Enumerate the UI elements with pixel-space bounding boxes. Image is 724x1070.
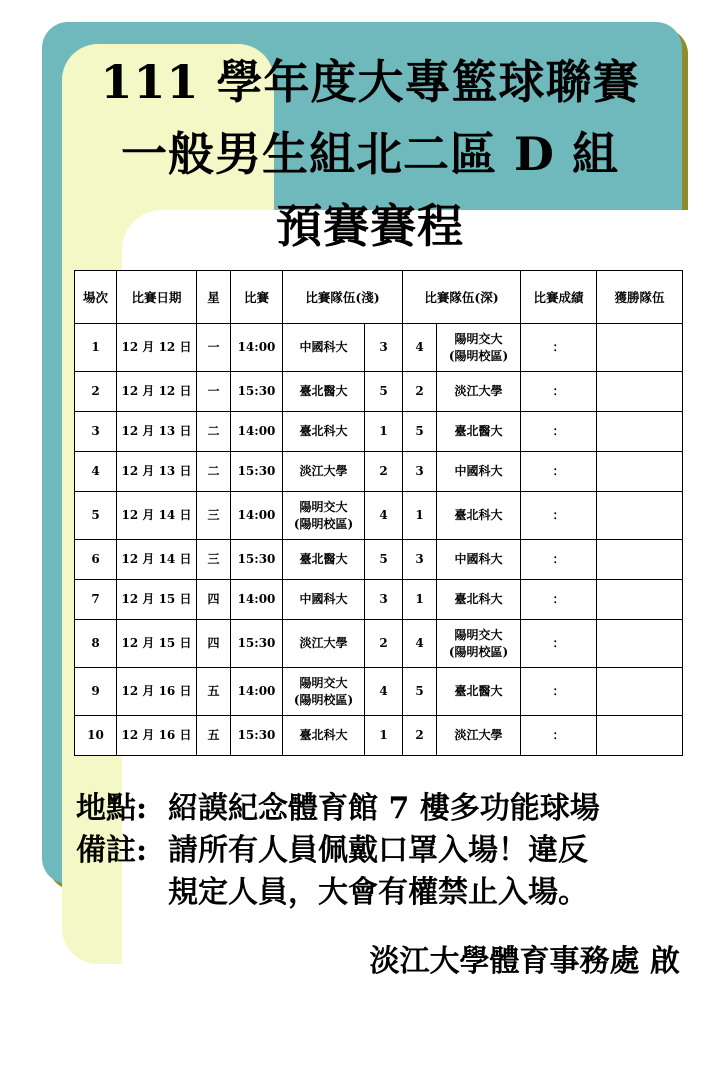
table-row [75,580,683,620]
cell-dark-seed: 1 [403,580,437,620]
cell-score: ： [521,580,597,620]
cell-winner [597,620,683,668]
cell-match-no: 1 [75,324,117,372]
remark-line-2: 規定人員，大會有權禁止入場。 [168,875,588,910]
header-score: 比賽成績 [521,271,597,324]
cell-team-light: 中國科大 [283,580,365,620]
cell-weekday: 二 [197,412,231,452]
cell-time: 15:30 [231,716,283,756]
cell-team-dark: 淡江大學 [437,716,521,756]
cell-weekday: 一 [197,324,231,372]
cell-team-dark: 臺北科大 [437,492,521,540]
cell-team-dark: 陽明交大 (陽明校區) [437,620,521,668]
cell-team-dark: 臺北科大 [437,580,521,620]
header-weekday: 星 [197,271,231,324]
cell-team-dark: 淡江大學 [437,372,521,412]
cell-date: 12 月 12 日 [117,372,197,412]
cell-time: 15:30 [231,620,283,668]
cell-light-seed: 5 [365,540,403,580]
cell-score: ： [521,492,597,540]
cell-dark-seed: 4 [403,324,437,372]
cell-score: ： [521,412,597,452]
cell-winner [597,580,683,620]
cell-winner [597,412,683,452]
cell-time: 14:00 [231,492,283,540]
cell-dark-seed: 3 [403,540,437,580]
cell-time: 14:00 [231,412,283,452]
venue-label: 地點: [76,791,148,826]
cell-score: ： [521,540,597,580]
cell-date: 12 月 13 日 [117,412,197,452]
cell-match-no: 6 [75,540,117,580]
cell-team-dark: 中國科大 [437,452,521,492]
remark-line-1: 請所有人員佩戴口罩入場！違反 [168,833,588,868]
cell-match-no: 8 [75,620,117,668]
cell-winner [597,492,683,540]
cell-team-dark: 陽明交大 (陽明校區) [437,324,521,372]
header-date: 比賽日期 [117,271,197,324]
cell-date: 12 月 15 日 [117,580,197,620]
cell-weekday: 三 [197,540,231,580]
cell-dark-seed: 2 [403,372,437,412]
cell-weekday: 二 [197,452,231,492]
cell-time: 14:00 [231,324,283,372]
header-winner: 獲勝隊伍 [597,271,683,324]
cell-team-light: 陽明交大 (陽明校區) [283,668,365,716]
cell-winner [597,716,683,756]
remark-row [76,830,696,872]
cell-team-dark: 臺北醫大 [437,668,521,716]
cell-light-seed: 3 [365,580,403,620]
notes-block [76,788,696,914]
cell-date: 12 月 14 日 [117,540,197,580]
cell-dark-seed: 2 [403,716,437,756]
header-match-no: 場次 [75,271,117,324]
cell-match-no: 9 [75,668,117,716]
cell-light-seed: 3 [365,324,403,372]
cell-match-no: 3 [75,412,117,452]
cell-light-seed: 4 [365,492,403,540]
cell-score: ： [521,716,597,756]
cell-time: 14:00 [231,668,283,716]
title-line-2: 一般男生組北二區 D 組 [121,127,619,181]
cell-winner [597,372,683,412]
table-row [75,492,683,540]
cell-dark-seed: 5 [403,412,437,452]
cell-team-dark: 中國科大 [437,540,521,580]
cell-light-seed: 2 [365,452,403,492]
cell-dark-seed: 5 [403,668,437,716]
title-line-1: 111 學年度大專籃球聯賽 [100,55,640,109]
cell-weekday: 五 [197,668,231,716]
cell-winner [597,540,683,580]
cell-time: 14:00 [231,580,283,620]
cell-team-light: 臺北科大 [283,716,365,756]
table-row [75,324,683,372]
cell-date: 12 月 15 日 [117,620,197,668]
table-header-row [75,271,683,324]
cell-dark-seed: 3 [403,452,437,492]
cell-team-light: 淡江大學 [283,620,365,668]
cell-match-no: 4 [75,452,117,492]
title-line-3: 預賽賽程 [276,199,464,253]
cell-time: 15:30 [231,540,283,580]
table-row [75,412,683,452]
table-row [75,452,683,492]
cell-light-seed: 5 [365,372,403,412]
cell-date: 12 月 14 日 [117,492,197,540]
cell-weekday: 五 [197,716,231,756]
cell-team-dark: 臺北醫大 [437,412,521,452]
cell-score: ： [521,668,597,716]
table-row [75,668,683,716]
cell-score: ： [521,452,597,492]
header-time: 比賽 [231,271,283,324]
cell-winner [597,668,683,716]
cell-match-no: 2 [75,372,117,412]
cell-winner [597,324,683,372]
header-team-dark: 比賽隊伍(深) [403,271,521,324]
schedule-table [74,270,683,756]
cell-weekday: 四 [197,580,231,620]
cell-score: ： [521,372,597,412]
cell-dark-seed: 4 [403,620,437,668]
header-team-light: 比賽隊伍(淺) [283,271,403,324]
cell-light-seed: 1 [365,412,403,452]
table-row [75,372,683,412]
cell-time: 15:30 [231,452,283,492]
cell-match-no: 5 [75,492,117,540]
cell-light-seed: 2 [365,620,403,668]
cell-light-seed: 1 [365,716,403,756]
cell-weekday: 三 [197,492,231,540]
cell-date: 12 月 16 日 [117,716,197,756]
cell-team-light: 臺北醫大 [283,372,365,412]
table-row [75,540,683,580]
cell-team-light: 陽明交大 (陽明校區) [283,492,365,540]
cell-match-no: 10 [75,716,117,756]
cell-date: 12 月 16 日 [117,668,197,716]
cell-weekday: 一 [197,372,231,412]
cell-date: 12 月 12 日 [117,324,197,372]
cell-weekday: 四 [197,620,231,668]
table-row [75,716,683,756]
table-row [75,620,683,668]
venue-row [76,788,696,830]
cell-score: ： [521,324,597,372]
cell-match-no: 7 [75,580,117,620]
cell-winner [597,452,683,492]
remark-label: 備註: [76,833,148,868]
cell-team-light: 淡江大學 [283,452,365,492]
cell-date: 12 月 13 日 [117,452,197,492]
cell-team-light: 臺北科大 [283,412,365,452]
cell-time: 15:30 [231,372,283,412]
cell-team-light: 中國科大 [283,324,365,372]
cell-light-seed: 4 [365,668,403,716]
venue-text: 紹謨紀念體育館 7 樓多功能球場 [168,791,600,826]
cell-score: ： [521,620,597,668]
signature: 淡江大學體育事務處 啟 [369,944,680,979]
cell-dark-seed: 1 [403,492,437,540]
cell-team-light: 臺北醫大 [283,540,365,580]
